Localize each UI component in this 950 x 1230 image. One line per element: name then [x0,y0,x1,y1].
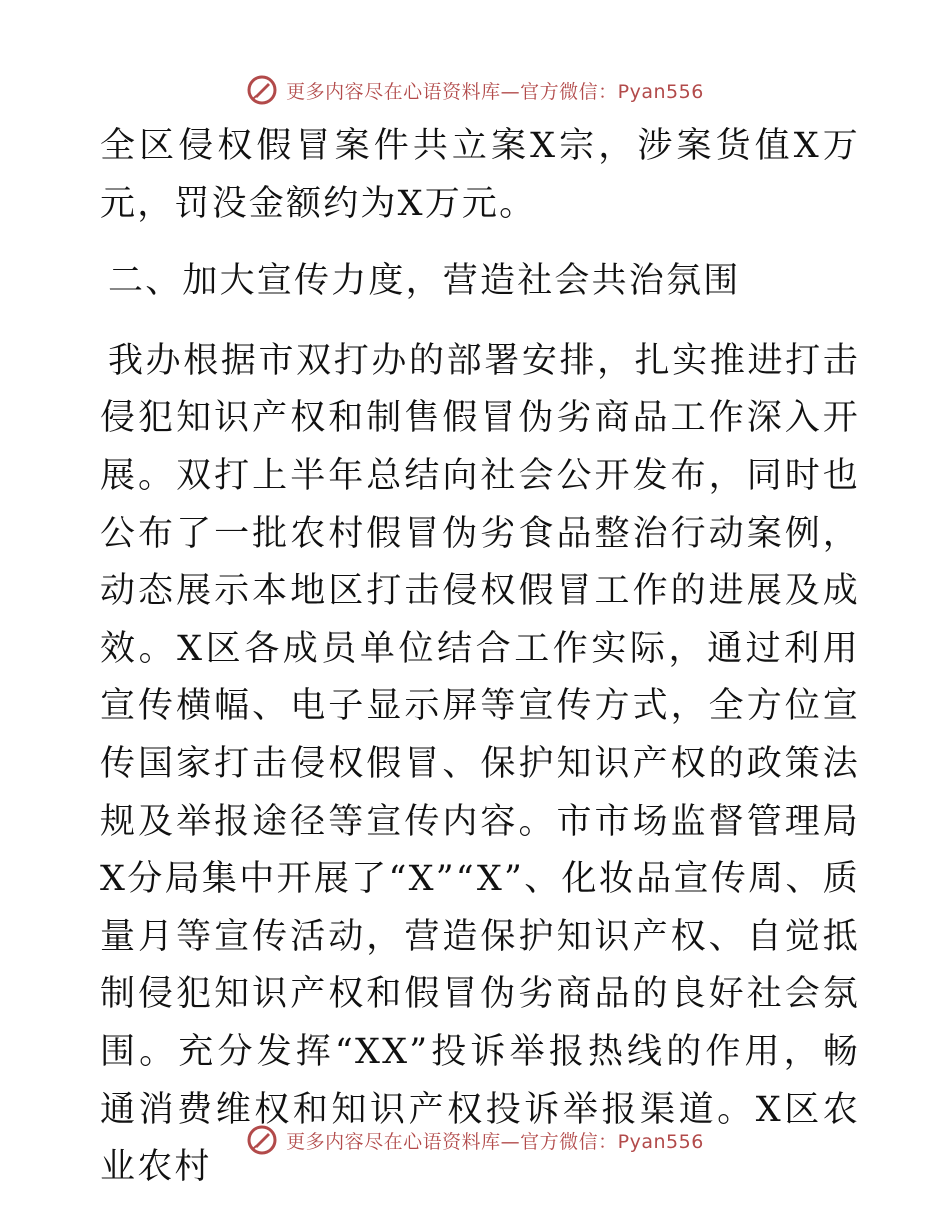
paragraph-1: 全区侵权假冒案件共立案X宗，涉案货值X万元，罚没金额约为X万元。 [100,126,860,224]
quill-circle-logo-icon [246,74,278,106]
document-body [100,118,860,1197]
footer-watermark [0,1120,950,1160]
section-heading: 二、加大宣传力度，营造社会共治氛围 [108,261,741,302]
header-watermark [0,70,950,110]
paragraph-2-text: 我办根据市双打办的部署安排，扎实推进打击侵犯知识产权和制售假冒伪劣商品工作深入开展。双打上半年总结向社会公开发布，同时也公布了一批农村假冒伪劣食品整治行动案例，动态展示本地区打击侵权假冒工作的进展及成效。X区各成员单位结合工作实际，通过利用宣传横幅、电子显示屏等宣传方式，全方位宣传国家打击侵权假冒、保护知识产权的政策法规及举报途径等宣传内容。市市场监督管理局X分局集中开展了“X”“X”、化妆品宣传周、质量月等宣传活动，营造保护知识产权、自觉抵制侵犯知识产权和假冒伪劣商品的良好社会氛围。充分发挥“XX”投诉举报热线的作用，畅通消费维权和知识产权投诉举报渠道。X区农业农村 [100,340,860,1188]
paragraph-2 [100,333,860,1197]
watermark-text: 更多内容尽在心语资料库—官方微信：Pyan556 [286,1130,704,1153]
quill-circle-logo-icon [246,1124,278,1156]
watermark-text: 更多内容尽在心语资料库—官方微信：Pyan556 [286,80,704,103]
